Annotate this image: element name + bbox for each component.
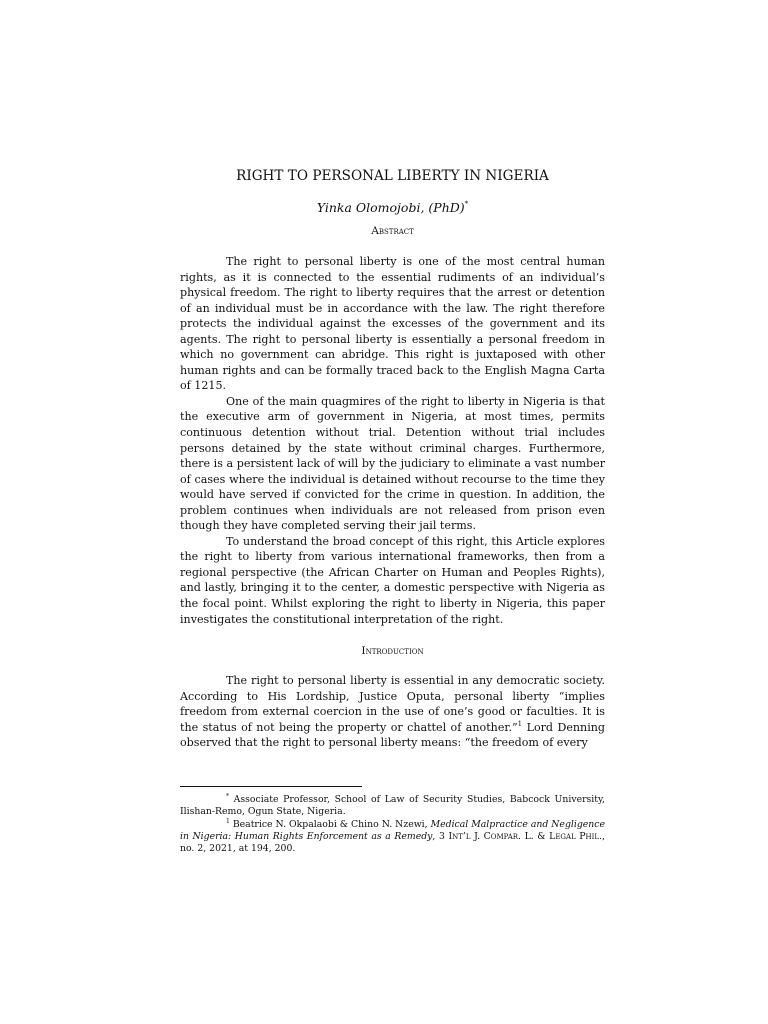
introduction-body — [180, 673, 605, 751]
abstract-paragraph: To understand the broad concept of this right, this Article explores the right to liberty from various international frameworks, then from a regional perspective (the African Charter on Human and Peoples Rights), and lastly, bringing it to the center, a domestic perspective with Nigeria as the focal point. Whilst exploring the right to liberty in Nigeria, this paper investigates the constitutional interpretation of the right. — [180, 534, 605, 626]
footnote-1-authors: Beatrice N. Okpalaobi & Chino N. Nzewi, — [229, 818, 431, 830]
footnote-star — [180, 794, 605, 819]
footnote-ref-1: 1 — [517, 719, 523, 728]
footnote-1-article-title: Medical Malpractice and Negligence in Nigeria: Human Rights Enforcement as a Remedy — [180, 818, 605, 842]
footnote-1-journal: Int’l J. Compar. L. & Legal Phil. — [448, 830, 603, 842]
abstract-paragraph: One of the main quagmires of the right to liberty in Nigeria is that the executive arm of government in Nigeria, at most times, permits continuous detention without trial. Detention without trial includes persons detained by the state without criminal charges. Furthermore, there is a persistent lack of will by the judiciary to eliminate a vast number of cases where the individual is detained without recourse to the time they would have served if convicted for the crime in question. In addition, the problem continues when individuals are not released from prison even though they have completed serving their jail terms. — [180, 394, 605, 533]
author-name: Yinka Olomojobi, (PhD) — [316, 200, 465, 215]
abstract-body — [180, 254, 605, 627]
author-footnote-mark: * — [464, 200, 469, 208]
paper-title: RIGHT TO PERSONAL LIBERTY IN NIGERIA — [236, 168, 549, 184]
abstract-heading: Abstract — [371, 225, 414, 237]
footnote-1-tail: , no. 2, 2021, at 194, 200. — [180, 830, 606, 855]
footnote-1 — [180, 819, 605, 856]
footnote-star-text: Associate Professor, School of Law of Security Studies, Babcock University, Ilishan-Remo, Ogun State, Nigeria. — [180, 794, 605, 818]
footnotes — [180, 794, 605, 855]
footnote-1-volume: , 3 — [432, 830, 449, 842]
intro-text-after-note: Lord Denning observed that the right to personal liberty means: “the freedom of every — [180, 720, 605, 750]
abstract-paragraph: The right to personal liberty is one of the most central human rights, as it is connected to the essential rudiments of an individual’s physical freedom. The right to liberty requires that the arrest or detention of an individual must be in accordance with the law. The right therefore protects the individual against the excesses of the government and its agents. The right to personal liberty is essentially a personal freedom in which no government can abridge. This right is juxtaposed with other human rights and can be formally traced back to the English Magna Carta of 1215. — [180, 255, 605, 393]
author-line — [180, 195, 605, 217]
footnote-1-mark: 1 — [226, 817, 230, 825]
footnote-divider — [180, 786, 362, 787]
introduction-paragraph — [180, 673, 605, 751]
introduction-heading: Introduction — [361, 645, 424, 657]
footnote-star-mark: * — [226, 793, 229, 800]
intro-text-before-note: The right to personal liberty is essential in any democratic society. According to His Lordship, Justice Oputa, personal liberty “implies freedom from external coercion in the use of one’s good or faculties. It is the status of not being the property or chattel of another.” — [180, 674, 605, 734]
